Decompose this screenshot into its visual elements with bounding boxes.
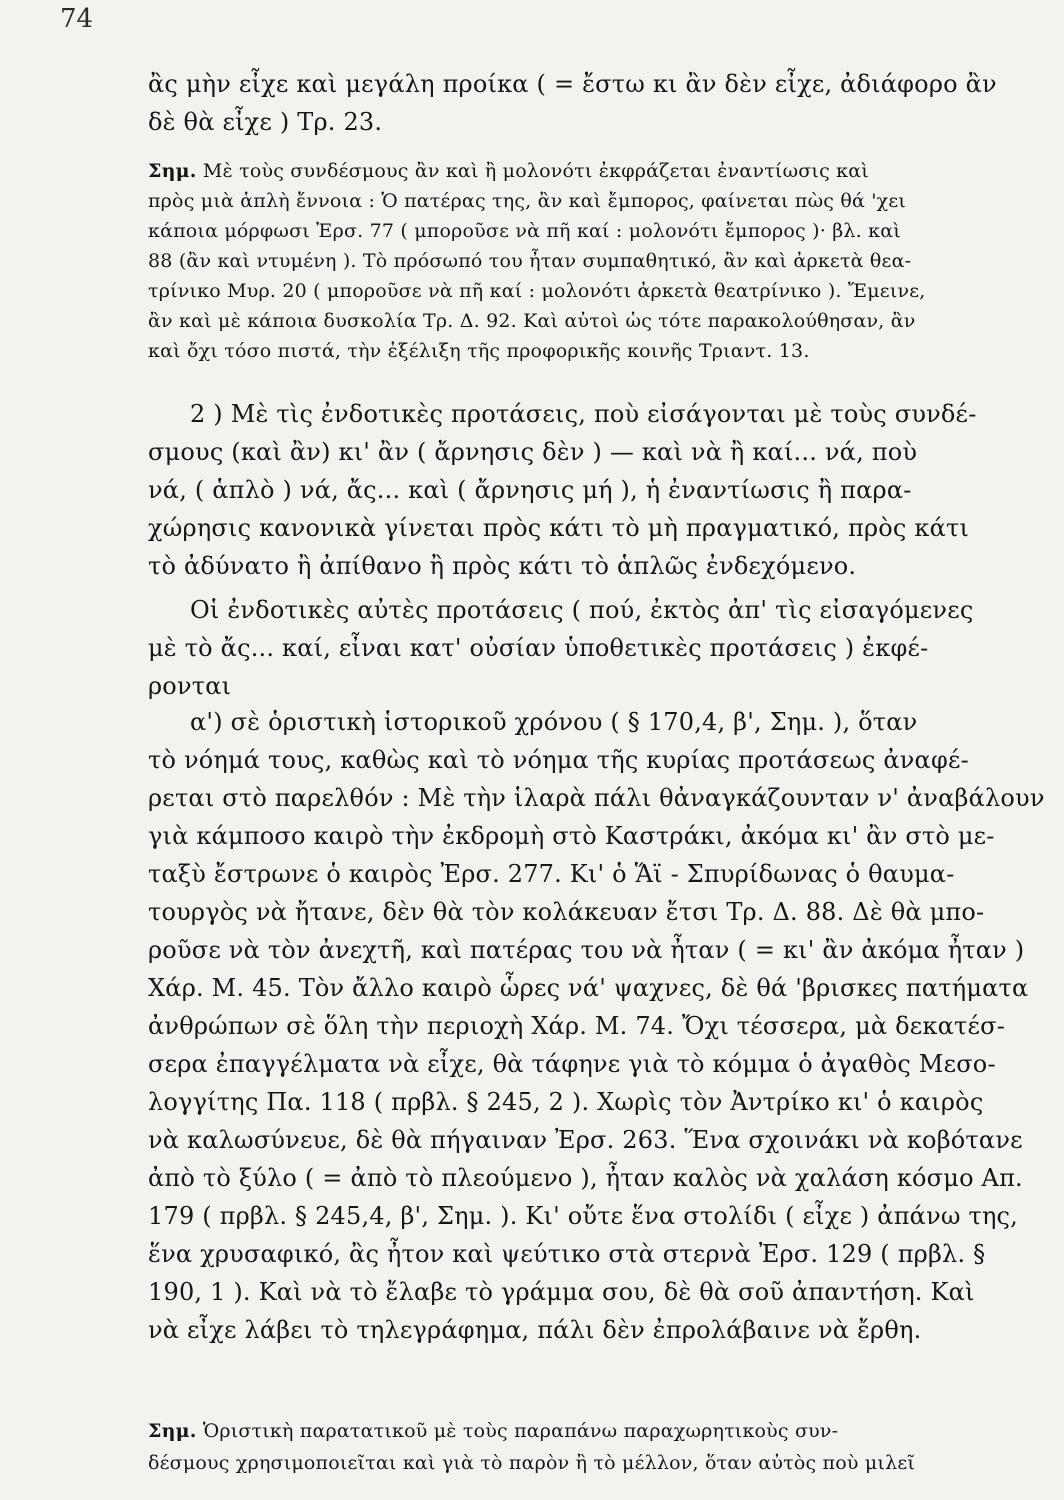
text-line: δὲ θὰ εἶχε ) Τρ. 23. [148,108,383,136]
note-label: Σημ. [148,1420,197,1442]
text-line: κάποια μόρφωσι Ἐρσ. 77 ( μποροῦσε νὰ πῆ καί : μολονότι ἔμπορος )· βλ. καὶ [148,220,901,242]
text-line: Οἱ ἐνδοτικὲς αὐτὲς προτάσεις ( πού, ἐκτὸς ἀπ' τὶς εἰσαγόμενες [190,596,974,624]
text-line: 88 (ἂν καὶ ντυμένη ). Τὸ πρόσωπό του ἦταν συμπαθητικό, ἂν καὶ ἀρκετὰ θεα- [148,250,912,272]
text-line [148,1420,838,1442]
text-line: τὸ νόημά τους, καθὼς καὶ τὸ νόημα τῆς κυρίας προτάσεως ἀναφέ- [148,746,969,774]
text-line: ἀπὸ τὸ ξύλο ( = ἀπὸ τὸ πλεούμενο ), ἦταν καλὸς νὰ χαλάση κόσμο Απ. [148,1164,1023,1192]
text-line: τὸ ἀδύνατο ἢ ἀπίθανο ἢ πρὸς κάτι τὸ ἁπλῶς ἐνδεχόμενο. [148,552,857,580]
text-line: Χάρ. Μ. 45. Τὸν ἄλλο καιρὸ ὧρες νά' ψαχνες, δὲ θά 'βρισκες πατήματα [148,974,1029,1002]
text-line: ἀνθρώπων σὲ ὅλη τὴν περιοχὴ Χάρ. Μ. 74. Ὄχι τέσσερα, μὰ δεκατέσ- [148,1012,1006,1040]
text-line: νά, ( ἁπλὸ ) νά, ἄς... καὶ ( ἄρνησις μή ), ἡ ἐναντίωσις ἢ παρα- [148,476,912,504]
text-line: ρονται [148,672,232,700]
text-line: καὶ ὄχι τόσο πιστά, τὴν ἐξέλιξη τῆς προφορικῆς κοινῆς Τριαντ. 13. [148,340,810,362]
text-line: 2 ) Μὲ τὶς ἐνδοτικὲς προτάσεις, ποὺ εἰσάγονται μὲ τοὺς συνδέ- [190,400,977,428]
text-line: ρεται στὸ παρελθόν : Μὲ τὴν ἱλαρὰ πάλι θἀναγκάζουνταν ν' ἀναβάλουν [148,784,1045,812]
text-line: 179 ( πρβλ. § 245,4, β', Σημ. ). Κι' οὔτε ἕνα στολίδι ( εἶχε ) ἀπάνω της, [148,1202,1019,1230]
text-line: α') σὲ ὁριστικὴ ἱστορικοῦ χρόνου ( § 170,4, β', Σημ. ), ὅταν [190,708,918,736]
text-line: λογγίτης Πα. 118 ( πρβλ. § 245, 2 ). Χωρὶς τὸν Ἀντρίκο κι' ὁ καιρὸς [148,1088,984,1116]
text-line: χώρησις κανονικὰ γίνεται πρὸς κάτι τὸ μὴ πραγματικό, πρὸς κάτι [148,514,970,542]
text-line: ἂν καὶ μὲ κάποια δυσκολία Τρ. Δ. 92. Καὶ αὐτοὶ ὡς τότε παρακολούθησαν, ἂν [148,310,916,332]
text-line: ἕνα χρυσαφικό, ἂς ἦτον καὶ ψεύτικο στὰ στερνὰ Ἐρσ. 129 ( πρβλ. § [148,1240,986,1268]
text-line: σμους (καὶ ἂν) κι' ἂν ( ἄρνησις δὲν ) — καὶ νὰ ἢ καί... νά, ποὺ [148,438,918,466]
text-line: πρὸς μιὰ ἁπλὴ ἔννοια : Ὁ πατέρας της, ἂν καὶ ἔμπορος, φαίνεται πὼς θά 'χει [148,190,907,212]
text-line: ἂς μὴν εἶχε καὶ μεγάλη προίκα ( = ἔστω κι ἂν δὲν εἶχε, ἀδιάφορο ἂν [148,70,997,98]
text-line: νὰ εἶχε λάβει τὸ τηλεγράφημα, πάλι δὲν ἐπρολάβαινε νὰ ἔρθη. [148,1316,922,1344]
text-line: 190, 1 ). Καὶ νὰ τὸ ἔλαβε τὸ γράμμα σου, δὲ θὰ σοῦ ἀπαντήση. Καὶ [148,1278,975,1306]
text-line: ταξὺ ἔστρωνε ὁ καιρὸς Ἐρσ. 277. Κι' ὁ Ἅϊ - Σπυρίδωνας ὁ θαυμα- [148,860,955,888]
note-line-text: Ὁριστικὴ παρατατικοῦ μὲ τοὺς παραπάνω παραχωρητικοὺς συν- [202,1420,839,1442]
text-line: μὲ τὸ ἄς... καί, εἶναι κατ' οὐσίαν ὑποθετικὲς προτάσεις ) ἐκφέ- [148,634,929,662]
note-line-text: Μὲ τοὺς συνδέσμους ἂν καὶ ἢ μολονότι ἐκφράζεται ἐναντίωσις καὶ [202,160,869,182]
text-line: δέσμους χρησιμοποιεῖται καὶ γιὰ τὸ παρὸν ἢ τὸ μέλλον, ὅταν αὐτὸς ποὺ μιλεῖ [148,1452,916,1474]
text-line [148,160,869,182]
text-line: ροῦσε νὰ τὸν ἀνεχτῆ, καὶ πατέρας του νὰ ἦταν ( = κι' ἂν ἀκόμα ἦταν ) [148,936,1025,964]
text-line: γιὰ κάμποσο καιρὸ τὴν ἐκδρομὴ στὸ Καστράκι, ἀκόμα κι' ἂν στὸ με- [148,822,995,850]
note-label: Σημ. [148,160,197,182]
text-line: νὰ καλωσύνευε, δὲ θὰ πήγαιναν Ἐρσ. 263. Ἕνα σχοινάκι νὰ κοβότανε [148,1126,1023,1154]
text-line: τρίνικο Μυρ. 20 ( μποροῦσε νὰ πῆ καί : μολονότι ἀρκετὰ θεατρίνικο ). Ἔμεινε, [148,280,926,302]
text-line: σερα ἐπαγγέλματα νὰ εἶχε, θὰ τάφηνε γιὰ τὸ κόμμα ὁ ἀγαθὸς Μεσο- [148,1050,996,1078]
text-line: τουργὸς νὰ ἤτανε, δὲν θὰ τὸν κολάκευαν ἔτσι Τρ. Δ. 88. Δὲ θὰ μπο- [148,898,985,926]
page-number: 74 [60,4,94,34]
